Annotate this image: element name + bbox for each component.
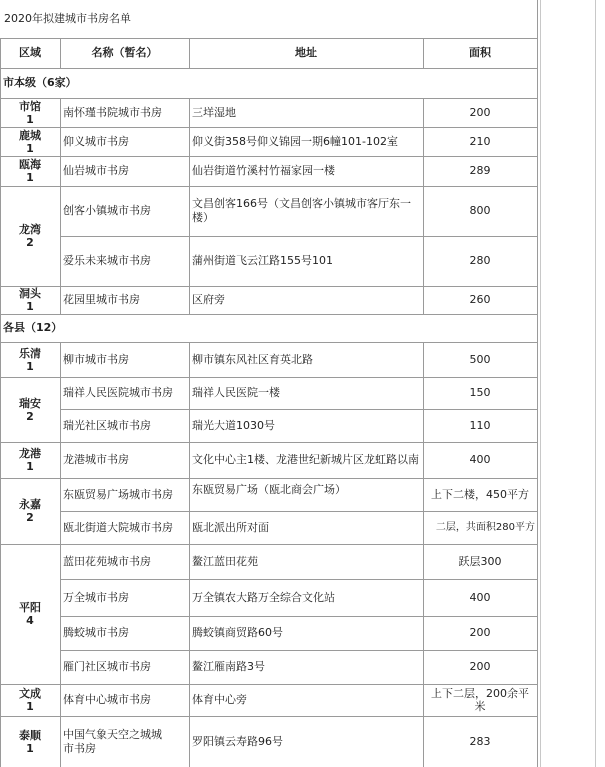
- district-name: 龙港: [19, 447, 41, 460]
- header-name: 名称（暂名）: [91, 46, 158, 59]
- sheet-column-edge: [595, 0, 596, 767]
- row-address: 仰义街358号仰义锦园一期6幢101-102室: [192, 134, 398, 148]
- district-count: 1: [26, 741, 34, 755]
- grid-line: [0, 286, 537, 287]
- row-area: 260: [469, 293, 491, 306]
- row-name: 创客小镇城市书房: [63, 204, 151, 217]
- row-address: 东瓯贸易广场（瓯北商会广场）: [192, 483, 346, 496]
- row-name: 蓝田花苑城市书房: [63, 554, 151, 568]
- row-address: 瑞祥人民医院一楼: [192, 386, 280, 399]
- grid-line: [60, 236, 537, 237]
- row-name: 花园里城市书房: [63, 293, 140, 306]
- row-address: 区府旁: [192, 293, 225, 306]
- district-name: 乐清: [19, 346, 41, 360]
- grid-line: [0, 68, 1, 98]
- grid-line: [0, 186, 537, 187]
- district-name: 洞头: [19, 287, 41, 300]
- grid-line: [0, 314, 537, 315]
- district-count: 4: [26, 614, 34, 627]
- district-name: 文成: [19, 687, 41, 700]
- section-city-level: 市本级（6家）: [3, 76, 77, 89]
- row-address: 三垟湿地: [192, 105, 236, 119]
- district-longwan: [0, 186, 60, 286]
- grid-line: [423, 38, 424, 68]
- grid-line: [0, 98, 537, 99]
- row-name: 东瓯贸易广场城市书房: [63, 487, 173, 501]
- grid-line: [0, 442, 537, 443]
- row-address: 柳市镇东风社区育英北路: [192, 352, 313, 366]
- row-area: 110: [469, 418, 491, 432]
- grid-line: [0, 156, 537, 157]
- row-area: 280: [469, 254, 491, 267]
- header-address: 地址: [295, 46, 317, 59]
- section-counties: 各县（12）: [3, 321, 63, 334]
- row-area: 跃层300: [458, 554, 502, 568]
- district-count: 2: [26, 409, 34, 423]
- row-address: 鳌江雁南路3号: [192, 660, 265, 673]
- row-name: 仙岩城市书房: [63, 164, 129, 177]
- row-area: 150: [469, 386, 491, 399]
- district-count: 2: [26, 511, 34, 524]
- district-count: 1: [26, 112, 34, 126]
- row-area: 283: [469, 734, 491, 748]
- district-taishun: [0, 716, 60, 767]
- district-count: 1: [26, 700, 34, 713]
- district-count: 1: [26, 171, 34, 184]
- row-area: 400: [469, 590, 491, 604]
- grid-line: [0, 127, 537, 128]
- district-name: 泰顺: [19, 728, 41, 742]
- district-yueqing: [0, 342, 60, 377]
- grid-line: [60, 409, 537, 410]
- grid-line: [60, 579, 537, 580]
- row-area: 200: [469, 105, 491, 119]
- row-address: 文昌创客166号（文昌创客小镇城市客厅东一楼）: [192, 197, 411, 224]
- district-name: 鹿城: [19, 128, 41, 142]
- grid-line: [60, 511, 537, 512]
- district-name: 瓯海: [19, 158, 41, 171]
- row-area: 400: [469, 453, 491, 466]
- grid-line: [0, 38, 537, 39]
- grid-line: [0, 98, 1, 314]
- row-area: 500: [469, 352, 491, 366]
- district-count: 1: [26, 300, 34, 313]
- district-wencheng: [0, 684, 60, 716]
- grid-line: [423, 342, 424, 767]
- district-dongtou: [0, 286, 60, 314]
- row-name: 瓯北街道大院城市书房: [63, 520, 173, 534]
- row-address: 体育中心旁: [192, 693, 247, 706]
- row-address: 文化中心主1楼、龙港世纪新城片区龙虹路以南: [192, 453, 419, 466]
- row-name: 柳市城市书房: [63, 352, 129, 366]
- header-area: 面积: [469, 46, 491, 59]
- row-area: 上下二楼，450平方: [431, 487, 529, 501]
- district-count: 1: [26, 359, 34, 373]
- grid-line: [423, 98, 424, 314]
- district-ruian: [0, 377, 60, 442]
- district-longgang: [0, 442, 60, 478]
- row-name: 腾蛟城市书房: [63, 626, 129, 639]
- sheet-title: 2020年拟建城市书房名单: [4, 12, 131, 25]
- row-address: 瓯北派出所对面: [192, 520, 269, 534]
- district-name: 市馆: [19, 99, 41, 113]
- district-yongjia: [0, 478, 60, 544]
- grid-line: [537, 0, 538, 38]
- row-name: 中国气象天空之城城市书房: [63, 727, 162, 755]
- grid-line: [0, 478, 537, 479]
- row-address: 瑞光大道1030号: [192, 418, 275, 432]
- row-name: 仰义城市书房: [63, 134, 129, 148]
- row-area: 289: [469, 164, 491, 177]
- district-ouhai: [0, 156, 60, 186]
- grid-line: [0, 314, 1, 342]
- grid-line: [537, 98, 538, 314]
- grid-line: [537, 68, 538, 98]
- district-count: 1: [26, 141, 34, 155]
- district-count: 1: [26, 460, 34, 473]
- district-name: 平阳: [19, 601, 41, 614]
- row-address: 腾蛟镇商贸路60号: [192, 626, 283, 639]
- row-area: 上下二层，200余平米: [431, 687, 529, 713]
- row-name: 瑞祥人民医院城市书房: [63, 386, 173, 399]
- grid-line: [0, 377, 537, 378]
- grid-line: [60, 342, 61, 767]
- row-area: 800: [469, 204, 491, 217]
- grid-line: [0, 716, 537, 717]
- row-address: 鳌江蓝田花苑: [192, 554, 258, 568]
- district-name: 瑞安: [19, 396, 41, 410]
- grid-line: [189, 38, 190, 68]
- district-lucheng: [0, 127, 60, 156]
- grid-line: [60, 616, 537, 617]
- row-name: 龙港城市书房: [63, 453, 129, 466]
- row-area: 210: [469, 134, 491, 148]
- row-area: 200: [469, 660, 491, 673]
- header-district: 区域: [19, 46, 41, 59]
- row-name: 体育中心城市书房: [63, 693, 151, 706]
- row-name: 雁门社区城市书房: [63, 660, 151, 673]
- row-address: 罗阳镇云寿路96号: [192, 734, 283, 748]
- grid-line: [0, 342, 1, 767]
- district-pingyang: [0, 544, 60, 684]
- grid-line: [0, 684, 537, 685]
- grid-line: [60, 98, 61, 314]
- row-name: 瑞光社区城市书房: [63, 418, 151, 432]
- grid-line: [0, 544, 537, 545]
- district-shiguan: [0, 98, 60, 127]
- district-name: 永嘉: [19, 498, 41, 511]
- district-count: 2: [26, 236, 34, 249]
- row-area: 200: [469, 626, 491, 639]
- row-name: 爱乐未来城市书房: [63, 254, 151, 267]
- row-name: 万全城市书房: [63, 590, 129, 604]
- grid-line: [537, 342, 538, 767]
- grid-line: [537, 314, 538, 342]
- row-name: 南怀瑾书院城市书房: [63, 105, 162, 119]
- row-area: 二层，共面积280平方: [435, 521, 535, 533]
- row-address: 蒲州街道飞云江路155号101: [192, 254, 333, 267]
- grid-line: [0, 38, 1, 68]
- district-name: 龙湾: [19, 223, 41, 236]
- grid-line: [189, 98, 190, 314]
- grid-line: [60, 650, 537, 651]
- row-address: 万全镇农大路万全综合文化站: [192, 590, 335, 604]
- grid-line: [189, 342, 190, 767]
- grid-line: [0, 342, 537, 343]
- sheet-column-edge: [540, 0, 541, 767]
- grid-line: [0, 68, 537, 69]
- row-address: 仙岩街道竹溪村竹福家园一楼: [192, 164, 335, 177]
- grid-line: [60, 38, 61, 68]
- grid-line: [537, 38, 538, 68]
